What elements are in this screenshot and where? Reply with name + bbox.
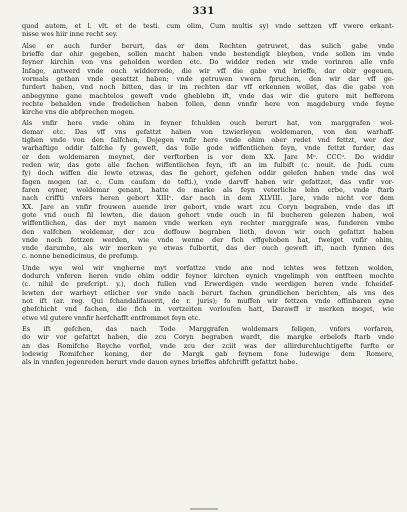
text-line: an das Romifche Reyche vorfiel, vnde zcu der zciit was der allirdurchluchtigefte furfte er <box>22 341 394 350</box>
text-line: nach criffti vnfers heren gebort XIIIᶜ. dar nach in dem XLVIII. Jare, vnde nicht vor dem <box>22 194 394 203</box>
text-line: vnde darumbe, als wir merken ye etwas fulbortit, das der ouch geweft ift, nach fynnen des <box>22 244 394 253</box>
text-line: wiffentlichen, das der myt namen vnde werken eyn rechter marggrafe was, funderen vmbe <box>22 219 394 228</box>
text-line: feyner kirchin von vns geholden werden etc. Do widder reden wir vnde vorinren alle vnfe <box>22 58 394 67</box>
text-line: quod autem, et l. vlt. et de testi. cum olim, Cum multis sy) vnde settzen vff vwere erkant- <box>22 22 394 30</box>
text-line: lodewig Romifcher koning, der de Margk gab feynem fone ludewige dem Romere, <box>22 349 394 358</box>
text-line: Unde wye wol wir vngherne myt vorfattze vnde ane nod ichtes wes fettzen wolden, <box>22 263 394 272</box>
text-line: er den woldemaren meynet, der verftorben is vor dem XX. Jare Mᵒ. CCCᵒ. Do widdir <box>22 152 394 161</box>
text-line: gote vnd ouch fil lewten, die dauon gehort vnde ouch in fil bucheren gelezen haben, wol <box>22 210 394 219</box>
text-line: do wir vor gefattzt haben, die zcu Coryn begraben wardt, die margke erbelofs ftarb vnde <box>22 333 394 342</box>
paragraph <box>22 264 394 322</box>
text-line: den valfchen woldemar, der zcu deffouw begraben lieth, dovon wir ouch gefattzt haben <box>22 227 394 236</box>
paragraph <box>22 119 394 260</box>
text-line: (c. nihil de prefcript. y.), doch fullen vnd Erwerdigen vnde werdigen heren vnde fcheidef- <box>22 280 394 289</box>
text-line: Es ift gefchen, das nach Tode Marggrafen woldemars feligen, vnfers vorfaren, <box>22 324 394 333</box>
text-line: furdert haben, vnd noch bitten, das ir im rechten dar vff erkennen wollet, das die gabe von <box>22 83 394 92</box>
text-line: dodurch vnferen heren vnde ohim oddir feyner kirchen eynich vngelimph von entfteen mochte <box>22 272 394 281</box>
text-line: etwe vil gutere vnnfir herfchafft entfrommet feyn etc. <box>22 313 201 322</box>
text-line: tighen vnde von den falfchen, Dojegen vnfir here vnde ohim ober redet vnd fettzt, wer der <box>22 136 394 145</box>
text-line: nisse wes hiir inne recht sey. <box>22 30 118 39</box>
text-line: vnde noch fettzen werden, wie vnde wenne der fich vffgehoben hat, fweiget vnfir ohim, <box>22 235 394 244</box>
page-number: 331 <box>192 6 215 17</box>
text-line: c. nonne benedicimus, de prefump. <box>22 252 139 261</box>
text-line: fy) doch wiffen die lewte etzwas, das fie gehort, gefehen oddir gelefen haben vnde das wol <box>22 169 394 178</box>
text-line: ghefchicht vnd fachen, die fich in vortzeiten vorloufen hatt, Darawff ir merken moget, wie <box>22 305 394 314</box>
text-line: anbegynne gane machtelos geweft vnde gheblebn ift, vnde das wir die gutere mit befferem <box>22 91 394 100</box>
text-line: als in vnnfen jegenreden berurt vnde dauon eynes brieffes abfchrifft gefattzt habe. <box>22 358 298 367</box>
text-line: fagen mogen (ar. c. Cum caufam de tefti.), vnde darvff haben wir gefattzet, das vnfir vor- <box>22 177 394 186</box>
text-line: faren eyner, woldemar genant, hatte de marke als feyn veterliche lehn erbe, vnde ftarb <box>22 185 394 194</box>
text-line: Infage, antwerd vnde ouch widderrede, die wir vff die gabe vnd brieffe, dar obir gegeuen, <box>22 66 394 75</box>
text-line: Alse er auch furder berurt, das er dem Rechten getruwet, das sulich gabe vnde <box>22 41 394 50</box>
paragraph <box>22 42 394 117</box>
text-line: warhaftige oddir falfche fy geweft, das folle gode wiffentlichen feyn, vnde fettzt furder, das <box>22 144 394 153</box>
text-line: not ift (ar. reg. Qui fchandalifauerit, de r. juris); fo muffen wir fettzen vnde offinbaren eyne <box>22 297 394 305</box>
text-line: demar etc. Das vff vns gefattzt haben von tzwierleyen woldemaren, von den warhaff- <box>22 127 394 136</box>
text-line: rechte behalden vnde fredelichen haben follen, denn vnnfir here von magdeburg vnde feyne <box>22 99 394 108</box>
text-line: kirche vns die abfprechen mogen. <box>22 108 135 117</box>
paragraph <box>22 22 394 39</box>
body-text <box>22 22 394 367</box>
text-line: reden wir, das gote alle fachen wiffentlichen feyn, ift an im fulbift (c. nouit. de Judi. cum <box>22 161 394 169</box>
text-line: vormals gethan vnde gesattzt haben; vnde getruwen vwern fpruchen, den wir dar vff ge- <box>22 74 394 83</box>
text-line: XX. Jare an vnfir frouwen auende irer gebort, vnde wart zcu Coryn begraben, vnde das ift <box>22 202 394 211</box>
paragraph <box>22 325 394 367</box>
text-line: lewten der warheyt etlicher vor vnde nach berurt fachen grundlichen berichten, als vns des <box>22 288 394 297</box>
text-line: brieffe dar ohir gegeben, sollen macht haben vnde bestendigk bleyben, vnde sollen im vnde <box>22 49 394 58</box>
text-line: Als vnfir here vnde ohim in feyner fchulden ouch berurt hat, von marggrafen wol- <box>22 119 394 128</box>
page-edge-mark <box>190 508 218 510</box>
